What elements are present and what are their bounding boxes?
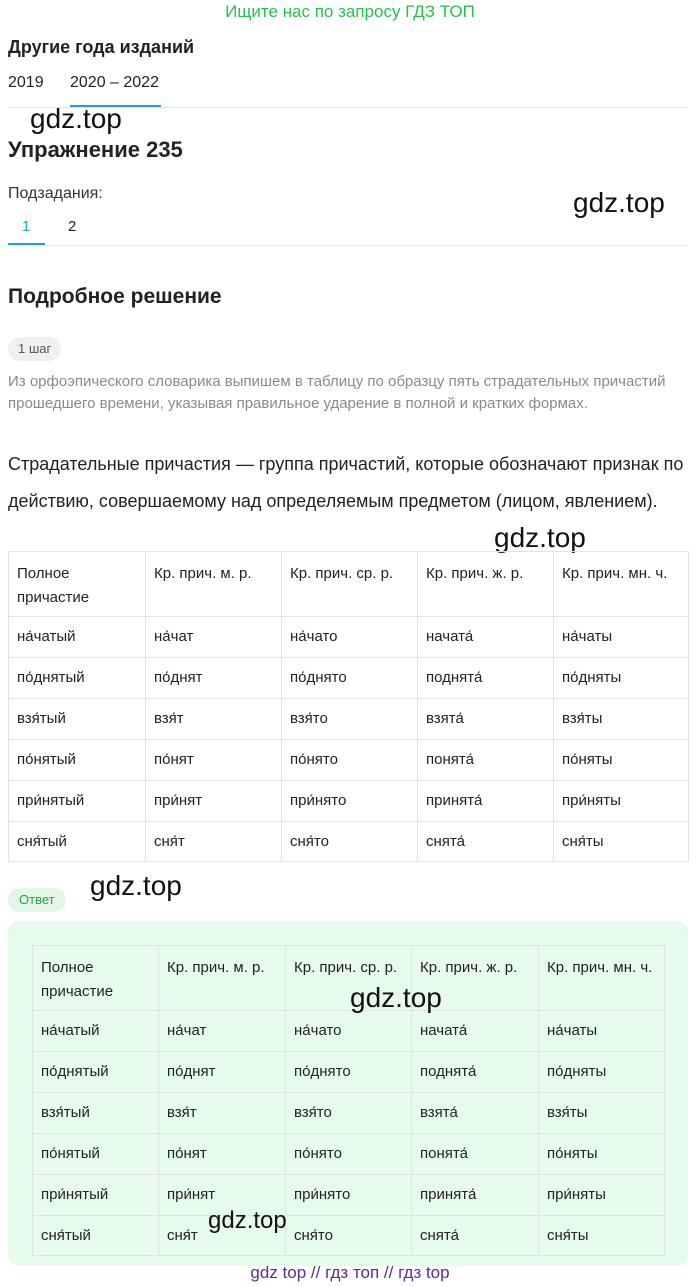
- table-cell: взя́т: [159, 1093, 286, 1134]
- table-row: [33, 1175, 665, 1216]
- table-cell: по́няты: [554, 740, 689, 781]
- exercise-title: Упражнение 235: [8, 137, 183, 162]
- table-cell: по́нят: [159, 1134, 286, 1175]
- table-cell: при́нят: [146, 781, 282, 822]
- table-row: [33, 1216, 665, 1256]
- table-row: [33, 1011, 665, 1052]
- table-cell: на́чато: [286, 1011, 412, 1052]
- table-cell: взя́тый: [9, 699, 146, 740]
- table-row: [9, 617, 689, 658]
- table-row: [33, 1093, 665, 1134]
- table-cell: сня́то: [286, 1216, 412, 1256]
- table-header: Кр. прич. м. р.: [159, 946, 286, 1011]
- table-cell: при́нятый: [33, 1175, 159, 1216]
- table-cell: при́нято: [282, 781, 418, 822]
- table-cell: понята́: [412, 1134, 539, 1175]
- table-cell: при́нят: [159, 1175, 286, 1216]
- watermark: gdz.top: [573, 187, 665, 218]
- table-header: Полное причастие: [33, 946, 159, 1011]
- table-cell: взята́: [418, 699, 554, 740]
- table-cell: по́нят: [146, 740, 282, 781]
- table-cell: сня́ты: [539, 1216, 665, 1256]
- table-cell: по́нятый: [33, 1134, 159, 1175]
- other-years-heading: Другие года изданий: [8, 37, 195, 57]
- table-cell: по́днято: [282, 658, 418, 699]
- table-cell: сня́ты: [554, 822, 689, 862]
- table-cell: на́чатый: [33, 1011, 159, 1052]
- watermark: gdz.top: [350, 982, 442, 1013]
- table-cell: начата́: [412, 1011, 539, 1052]
- subtasks-label: Подзадания:: [8, 185, 103, 202]
- table-cell: по́днят: [159, 1052, 286, 1093]
- table-cell: взя́тый: [33, 1093, 159, 1134]
- table-row: [9, 699, 689, 740]
- table-cell: взята́: [412, 1093, 539, 1134]
- table-cell: принята́: [412, 1175, 539, 1216]
- table-cell: на́чаты: [539, 1011, 665, 1052]
- table-cell: сня́то: [282, 822, 418, 862]
- table-cell: сня́тый: [33, 1216, 159, 1256]
- table-cell: взя́т: [146, 699, 282, 740]
- promo-banner: Ищите нас по запросу ГДЗ ТОП: [225, 2, 475, 21]
- answer-badge: Ответ: [8, 888, 66, 912]
- table-cell: поднята́: [412, 1052, 539, 1093]
- table-cell: взя́ты: [539, 1093, 665, 1134]
- table-cell: по́днятый: [33, 1052, 159, 1093]
- watermark: gdz.top: [494, 522, 586, 553]
- solution-table: [8, 551, 689, 862]
- answer-table: [32, 945, 665, 1256]
- table-cell: сня́т: [146, 822, 282, 862]
- table-cell: по́днято: [286, 1052, 412, 1093]
- table-row: [9, 822, 689, 862]
- table-cell: начата́: [418, 617, 554, 658]
- table-cell: поднята́: [418, 658, 554, 699]
- table-cell: по́днятый: [9, 658, 146, 699]
- table-row: [9, 740, 689, 781]
- table-cell: на́чатый: [9, 617, 146, 658]
- table-cell: по́няты: [539, 1134, 665, 1175]
- table-cell: понята́: [418, 740, 554, 781]
- table-header: Полное причастие: [9, 552, 146, 617]
- year-tab-2020-2022[interactable]: 2020 – 2022: [70, 74, 159, 91]
- table-cell: снята́: [412, 1216, 539, 1256]
- table-row: [9, 781, 689, 822]
- subtask-tab-1[interactable]: 1: [22, 218, 31, 235]
- table-cell: по́нятый: [9, 740, 146, 781]
- table-cell: по́дняты: [539, 1052, 665, 1093]
- table-cell: при́нятый: [9, 781, 146, 822]
- table-cell: сня́т: [159, 1216, 286, 1256]
- table-header: Кр. прич. мн. ч.: [554, 552, 689, 617]
- table-header: Кр. прич. ж. р.: [418, 552, 554, 617]
- watermark: gdz.top: [208, 1207, 287, 1234]
- table-cell: по́днят: [146, 658, 282, 699]
- task-text: Из орфоэпического словарика выпишем в таблицу по образцу пять страдательных причастий прошедшего времени, указывая правильное ударение в полной и кратких формах.: [8, 373, 666, 412]
- table-cell: взя́ты: [554, 699, 689, 740]
- table-cell: на́чато: [282, 617, 418, 658]
- step-badge: 1 шаг: [8, 337, 61, 361]
- table-cell: сня́тый: [9, 822, 146, 862]
- footer-links[interactable]: gdz top // гдз топ // гдз top: [250, 1263, 450, 1282]
- solution-title: Подробное решение: [8, 285, 222, 308]
- table-cell: по́нято: [282, 740, 418, 781]
- table-cell: на́чат: [159, 1011, 286, 1052]
- solution-text: Страдательные причастия — группа причастий, которые обозначают признак по действию, совершаемому над определяемым предметом (лицом, явлением).: [8, 454, 684, 511]
- subtask-tab-2[interactable]: 2: [68, 218, 77, 235]
- table-cell: по́нято: [286, 1134, 412, 1175]
- table-header: Кр. прич. ж. р.: [412, 946, 539, 1011]
- watermark: gdz.top: [90, 870, 182, 901]
- watermark: gdz.top: [30, 103, 122, 134]
- table-cell: на́чат: [146, 617, 282, 658]
- table-row: [33, 1134, 665, 1175]
- table-cell: по́дняты: [554, 658, 689, 699]
- table-header: Кр. прич. ср. р.: [282, 552, 418, 617]
- divider: [8, 245, 688, 246]
- table-cell: принята́: [418, 781, 554, 822]
- table-cell: при́няты: [554, 781, 689, 822]
- year-tab-2019[interactable]: 2019: [8, 74, 44, 91]
- table-row: [9, 658, 689, 699]
- table-cell: на́чаты: [554, 617, 689, 658]
- table-header: Кр. прич. мн. ч.: [539, 946, 665, 1011]
- table-header: Кр. прич. м. р.: [146, 552, 282, 617]
- table-row: [33, 1052, 665, 1093]
- table-cell: при́няты: [539, 1175, 665, 1216]
- table-cell: при́нято: [286, 1175, 412, 1216]
- table-cell: взя́то: [286, 1093, 412, 1134]
- table-header: Кр. прич. ср. р.: [286, 946, 412, 1011]
- table-cell: взя́то: [282, 699, 418, 740]
- table-cell: снята́: [418, 822, 554, 862]
